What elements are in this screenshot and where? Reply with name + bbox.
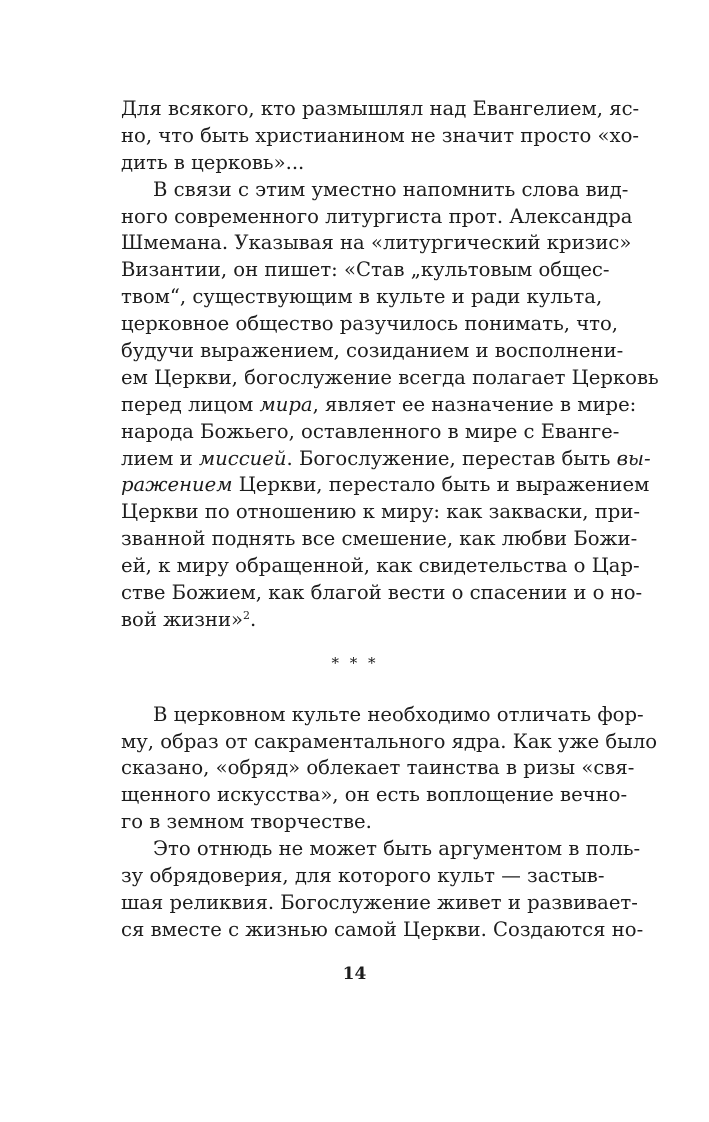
text-line: ей, к миру обращенной, как свидетельства о Цар- bbox=[121, 554, 640, 578]
italic-text: ражением bbox=[121, 473, 233, 497]
text-line: народа Божьего, оставленного в мире с Еванге- bbox=[121, 419, 620, 443]
text-line: шая реликвия. Богослужение живет и развивает- bbox=[121, 890, 638, 914]
text-line: му, образ от сакраментального ядра. Как уже было bbox=[121, 729, 658, 753]
italic-text: мира bbox=[259, 392, 313, 416]
text-run: . Богослужение, перестав быть bbox=[286, 446, 617, 470]
footnote-marker[interactable]: 2 bbox=[243, 608, 250, 622]
text-line: но, что быть христианином не значит просто «хо- bbox=[121, 123, 639, 147]
text-line: ного современного литургиста прот. Александра bbox=[121, 204, 633, 228]
italic-text: вы- bbox=[616, 446, 651, 470]
text-run: лием и bbox=[121, 446, 199, 470]
text-line: твом“, существующим в культе и ради культа, bbox=[121, 285, 603, 309]
text-line: щенного искусства», он есть воплощение вечно- bbox=[121, 783, 628, 807]
text-line: ся вместе с жизнью самой Церкви. Создаются но- bbox=[121, 917, 644, 941]
text-line: стве Божием, как благой вести о спасении и о но- bbox=[121, 581, 643, 605]
text-run: , являет ее назначение в мире: bbox=[312, 392, 637, 416]
text-line bbox=[121, 607, 589, 634]
section-separator: * * * bbox=[331, 653, 379, 672]
text-line: В связи с этим уместно напомнить слова вид- bbox=[153, 177, 629, 201]
text-run: перед лицом bbox=[121, 392, 260, 416]
text-line: Церкви по отношению к миру: как закваски, при- bbox=[121, 500, 641, 524]
text-line: Шмемана. Указывая на «литургический кризис» bbox=[121, 231, 632, 255]
paragraph-2 bbox=[121, 177, 659, 634]
text-line: Это отнюдь не может быть аргументом в поль- bbox=[153, 837, 641, 861]
paragraph-4 bbox=[121, 836, 644, 944]
paragraph-1 bbox=[121, 96, 640, 177]
italic-text: миссией bbox=[198, 446, 287, 470]
text-line: дить в церковь»... bbox=[121, 150, 305, 174]
text-line: Византии, он пишет: «Став „культовым общес- bbox=[121, 258, 610, 282]
text-line: ем Церкви, богослужение всегда полагает Церковь bbox=[121, 365, 659, 389]
text-line bbox=[121, 472, 650, 499]
text-line: В церковном культе необходимо отличать фор- bbox=[153, 702, 644, 726]
text-line: Для всякого, кто размышлял над Евангелием, яс- bbox=[121, 97, 640, 120]
text-line bbox=[121, 392, 637, 419]
text-run: Церкви, перестало быть и выражением bbox=[232, 473, 650, 497]
paragraph-3 bbox=[121, 702, 658, 836]
text-line: церковное общество разучилось понимать, что, bbox=[121, 312, 619, 336]
text-run: . bbox=[250, 607, 257, 631]
text-line: го в земном творчестве. bbox=[121, 810, 372, 834]
page-body bbox=[121, 96, 659, 944]
text-line bbox=[121, 446, 651, 473]
text-line: будучи выражением, созиданием и восполнени- bbox=[121, 339, 624, 363]
page-number: 14 bbox=[342, 964, 367, 984]
text-line: сказано, «обряд» облекает таинства в ризы «свя- bbox=[121, 756, 635, 780]
text-run: вой жизни» bbox=[121, 607, 243, 631]
text-line: званной поднять все смешение, как любви Божи- bbox=[121, 527, 638, 551]
text-line: зу обрядоверия, для которого культ — застыв- bbox=[121, 864, 605, 888]
